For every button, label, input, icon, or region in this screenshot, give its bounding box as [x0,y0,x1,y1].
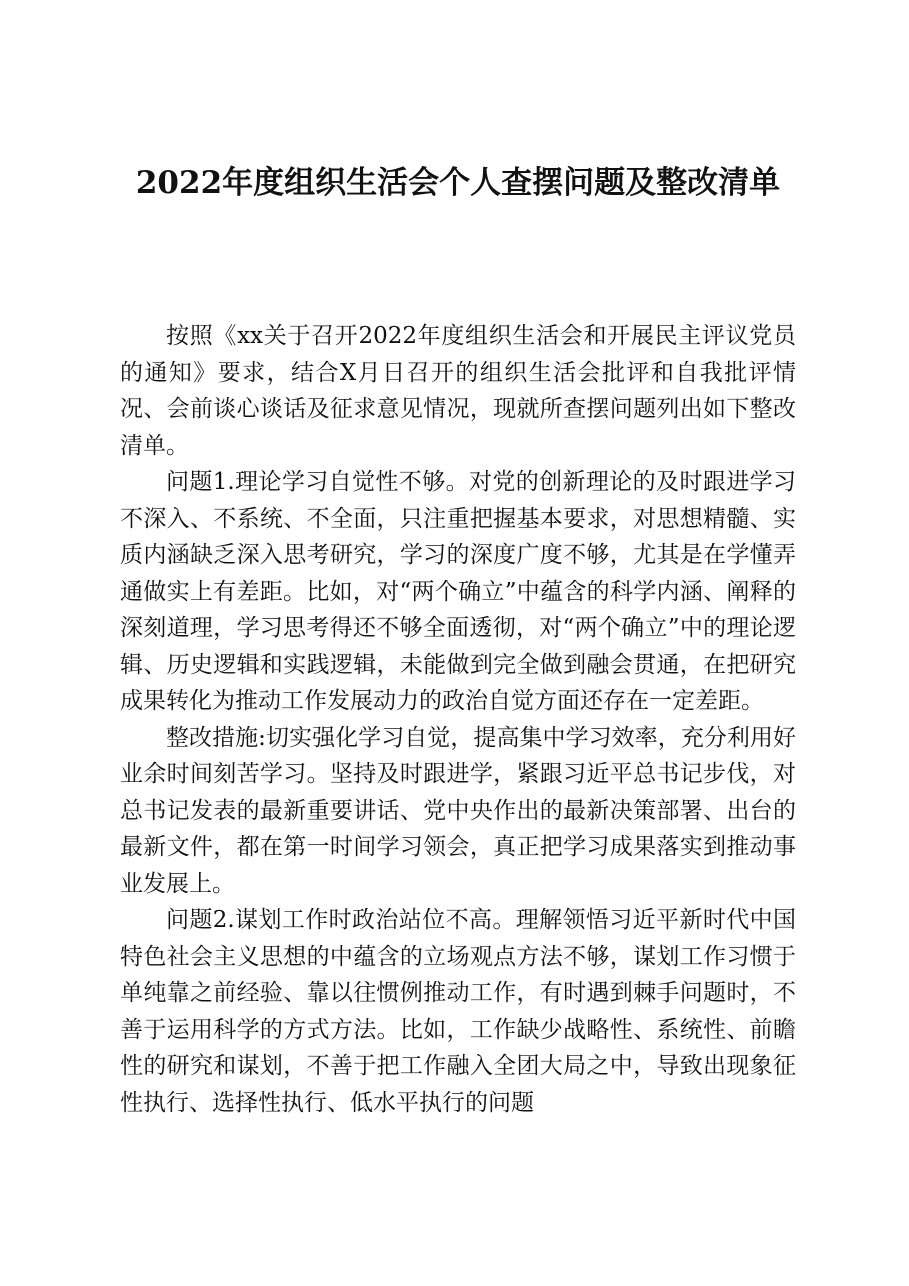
paragraph-problem-1: 问题1.理论学习自觉性不够。对党的创新理论的及时跟进学习不深入、不系统、不全面，只注重把握基本要求，对思想精髓、实质内涵缺乏深入思考研究，学习的深度广度不够，尤其是在学懂弄通做实上有差距。比如，对“两个确立”中蕴含的科学内涵、阐释的深刻道理，学习思考得还不够全面透彻，对“两个确立”中的理论逻辑、历史逻辑和实践逻辑，未能做到完全做到融会贯通，在把研究成果转化为推动工作发展动力的政治自觉方面还存在一定差距。 [120,469,796,714]
document-title: 2022年度组织生活会个人查摆问题及整改清单 [135,165,781,201]
document-body [120,318,796,1121]
paragraph-intro: 按照《xx关于召开2022年度组织生活会和开展民主评议党员的通知》要求，结合X月日召开的组织生活会批评和自我批评情况、会前谈心谈话及征求意见情况，现就所查摆问题列出如下整改清单。 [120,323,796,459]
paragraph-problem-2: 问题2.谋划工作时政治站位不高。理解领悟习近平新时代中国特色社会主义思想的中蕴含的立场观点方法不够，谋划工作习惯于单纯靠之前经验、靠以往惯例推动工作，有时遇到棘手问题时，不善于运用科学的方式方法。比如，工作缺少战略性、系统性、前瞻性的研究和谋划，不善于把工作融入全团大局之中，导致出现象征性执行、选择性执行、低水平执行的问题 [120,907,796,1116]
paragraph-measures-1: 整改措施:切实强化学习自觉，提高集中学习效率，充分利用好业余时间刻苦学习。坚持及时跟进学，紧跟习近平总书记步伐，对总书记发表的最新重要讲话、党中央作出的最新决策部署、出台的最新文件，都在第一时间学习领会，真正把学习成果落实到推动事业发展上。 [120,724,796,897]
